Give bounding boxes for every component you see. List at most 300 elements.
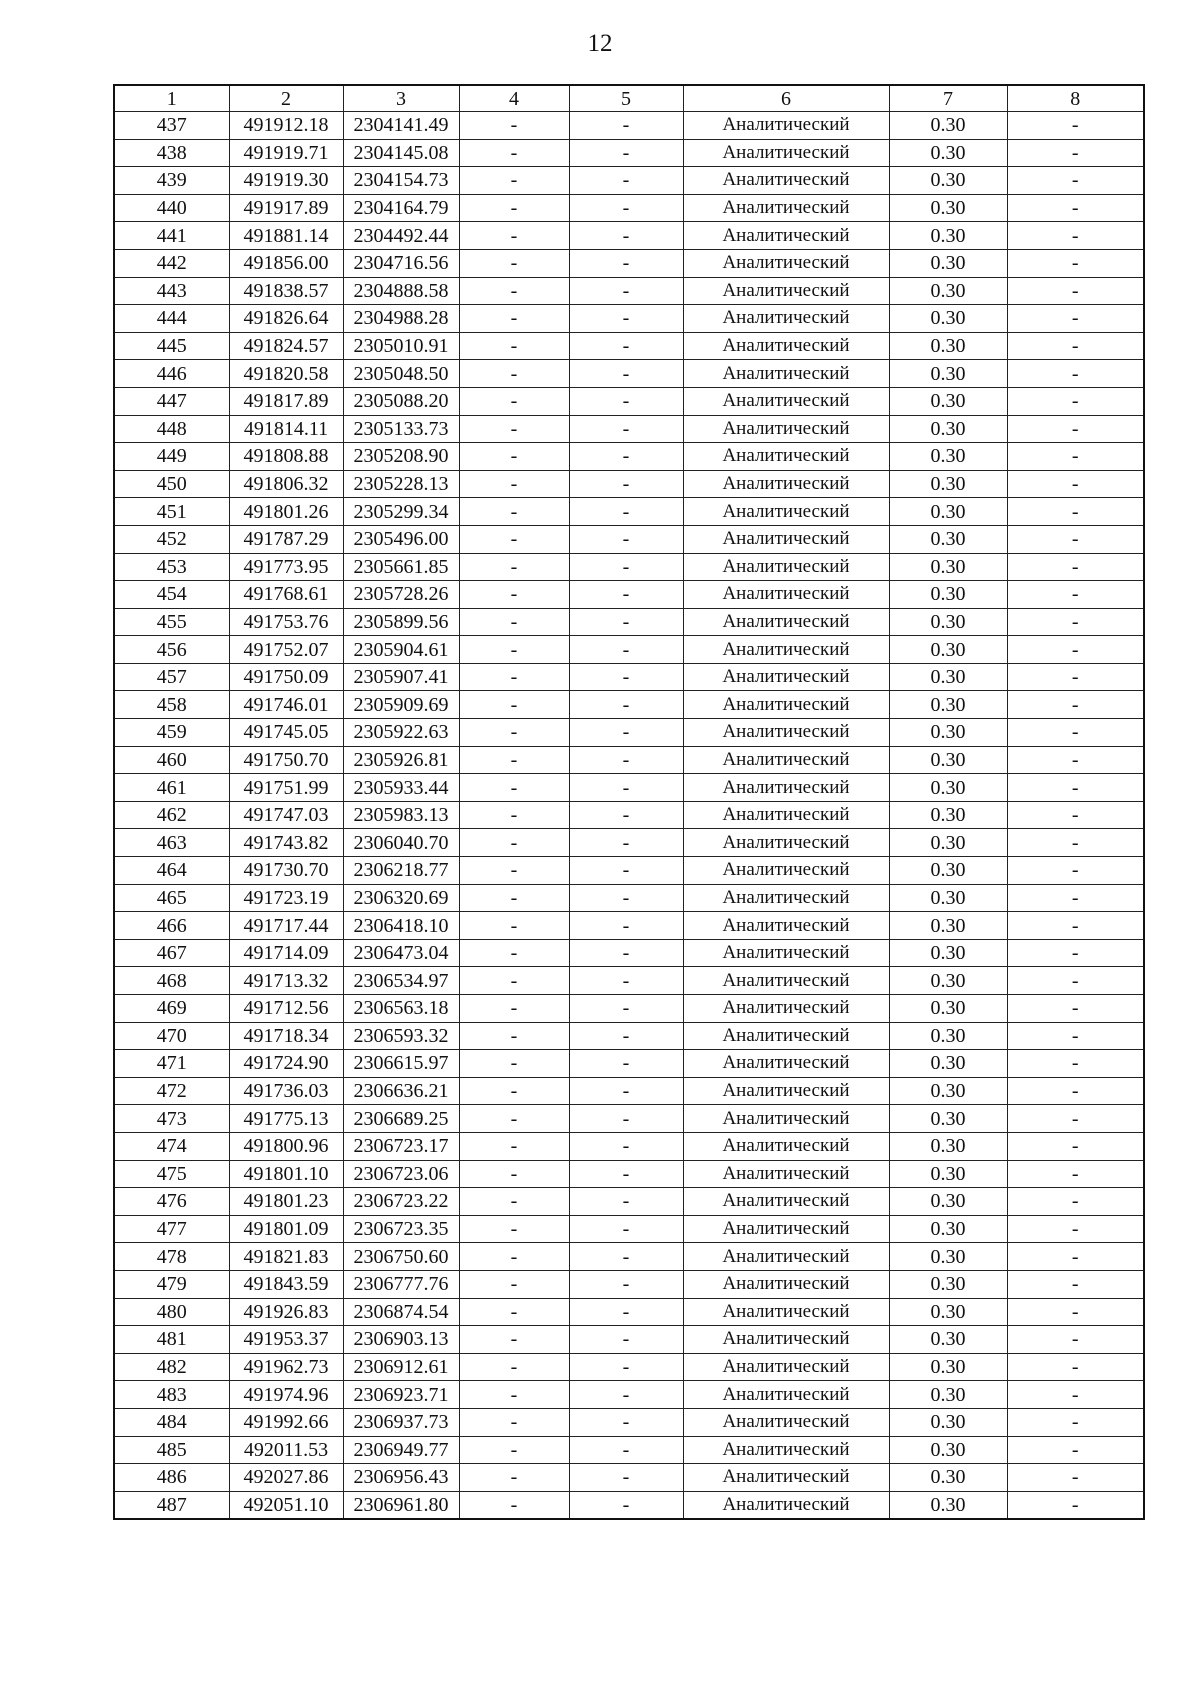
- method-cell: Аналитический: [683, 1491, 889, 1519]
- column-5-cell: -: [569, 884, 683, 912]
- method-cell: Аналитический: [683, 415, 889, 443]
- table-row: [114, 1381, 1144, 1409]
- accuracy-cell: 0.30: [889, 581, 1007, 609]
- point-number-cell: 465: [114, 884, 229, 912]
- x-coordinate-cell: 491808.88: [229, 443, 343, 471]
- header-row: [114, 85, 1144, 112]
- column-4-cell: -: [459, 857, 569, 885]
- method-cell: Аналитический: [683, 1132, 889, 1160]
- table-row: [114, 967, 1144, 995]
- accuracy-cell: 0.30: [889, 995, 1007, 1023]
- point-number-cell: 444: [114, 305, 229, 333]
- x-coordinate-cell: 491747.03: [229, 801, 343, 829]
- column-8-cell: -: [1007, 222, 1144, 250]
- column-4-cell: -: [459, 636, 569, 664]
- table-row: [114, 1353, 1144, 1381]
- column-5-cell: -: [569, 691, 683, 719]
- column-5-cell: -: [569, 222, 683, 250]
- point-number-cell: 476: [114, 1188, 229, 1216]
- point-number-cell: 443: [114, 277, 229, 305]
- column-8-cell: -: [1007, 277, 1144, 305]
- table-row: [114, 884, 1144, 912]
- point-number-cell: 479: [114, 1270, 229, 1298]
- x-coordinate-cell: 491919.30: [229, 167, 343, 195]
- y-coordinate-cell: 2305133.73: [343, 415, 459, 443]
- method-cell: Аналитический: [683, 857, 889, 885]
- y-coordinate-cell: 2306949.77: [343, 1436, 459, 1464]
- table-row: [114, 1464, 1144, 1492]
- column-4-cell: -: [459, 995, 569, 1023]
- accuracy-cell: 0.30: [889, 1464, 1007, 1492]
- x-coordinate-cell: 491736.03: [229, 1077, 343, 1105]
- column-8-cell: -: [1007, 912, 1144, 940]
- x-coordinate-cell: 491962.73: [229, 1353, 343, 1381]
- y-coordinate-cell: 2306320.69: [343, 884, 459, 912]
- column-5-cell: -: [569, 1270, 683, 1298]
- column-5-cell: -: [569, 967, 683, 995]
- point-number-cell: 467: [114, 939, 229, 967]
- column-5-cell: -: [569, 194, 683, 222]
- column-8-cell: -: [1007, 939, 1144, 967]
- x-coordinate-cell: 491714.09: [229, 939, 343, 967]
- point-number-cell: 457: [114, 663, 229, 691]
- table-row: [114, 581, 1144, 609]
- table-row: [114, 1105, 1144, 1133]
- point-number-cell: 470: [114, 1022, 229, 1050]
- column-8-cell: -: [1007, 1105, 1144, 1133]
- column-5-cell: -: [569, 1132, 683, 1160]
- x-coordinate-cell: 491723.19: [229, 884, 343, 912]
- table-row: [114, 194, 1144, 222]
- column-8-cell: -: [1007, 249, 1144, 277]
- point-number-cell: 471: [114, 1050, 229, 1078]
- accuracy-cell: 0.30: [889, 746, 1007, 774]
- accuracy-cell: 0.30: [889, 857, 1007, 885]
- accuracy-cell: 0.30: [889, 774, 1007, 802]
- column-4-cell: -: [459, 1243, 569, 1271]
- accuracy-cell: 0.30: [889, 1050, 1007, 1078]
- column-8-cell: -: [1007, 1270, 1144, 1298]
- accuracy-cell: 0.30: [889, 1160, 1007, 1188]
- column-4-cell: -: [459, 305, 569, 333]
- point-number-cell: 485: [114, 1436, 229, 1464]
- x-coordinate-cell: 491826.64: [229, 305, 343, 333]
- x-coordinate-cell: 491912.18: [229, 112, 343, 140]
- column-8-cell: -: [1007, 1188, 1144, 1216]
- method-cell: Аналитический: [683, 1243, 889, 1271]
- column-5-cell: -: [569, 719, 683, 747]
- point-number-cell: 477: [114, 1215, 229, 1243]
- table-row: [114, 387, 1144, 415]
- accuracy-cell: 0.30: [889, 1215, 1007, 1243]
- method-cell: Аналитический: [683, 581, 889, 609]
- column-4-cell: -: [459, 249, 569, 277]
- point-number-cell: 461: [114, 774, 229, 802]
- accuracy-cell: 0.30: [889, 139, 1007, 167]
- column-4-cell: -: [459, 1160, 569, 1188]
- method-cell: Аналитический: [683, 387, 889, 415]
- accuracy-cell: 0.30: [889, 1270, 1007, 1298]
- method-cell: Аналитический: [683, 1160, 889, 1188]
- column-4-cell: -: [459, 443, 569, 471]
- x-coordinate-cell: 491917.89: [229, 194, 343, 222]
- column-5-cell: -: [569, 1188, 683, 1216]
- x-coordinate-cell: 491926.83: [229, 1298, 343, 1326]
- method-cell: Аналитический: [683, 443, 889, 471]
- column-4-cell: -: [459, 1022, 569, 1050]
- column-4-cell: -: [459, 222, 569, 250]
- point-number-cell: 468: [114, 967, 229, 995]
- column-5-cell: -: [569, 1160, 683, 1188]
- point-number-cell: 448: [114, 415, 229, 443]
- method-cell: Аналитический: [683, 884, 889, 912]
- column-5-cell: -: [569, 636, 683, 664]
- y-coordinate-cell: 2306923.71: [343, 1381, 459, 1409]
- table-row: [114, 1022, 1144, 1050]
- table-row: [114, 1077, 1144, 1105]
- table-row: [114, 691, 1144, 719]
- column-header-4: 4: [459, 85, 569, 112]
- accuracy-cell: 0.30: [889, 1326, 1007, 1354]
- column-4-cell: -: [459, 498, 569, 526]
- column-8-cell: -: [1007, 1353, 1144, 1381]
- column-8-cell: -: [1007, 1381, 1144, 1409]
- method-cell: Аналитический: [683, 360, 889, 388]
- column-8-cell: -: [1007, 498, 1144, 526]
- y-coordinate-cell: 2304888.58: [343, 277, 459, 305]
- column-5-cell: -: [569, 360, 683, 388]
- column-4-cell: -: [459, 967, 569, 995]
- method-cell: Аналитический: [683, 277, 889, 305]
- point-number-cell: 486: [114, 1464, 229, 1492]
- column-5-cell: -: [569, 249, 683, 277]
- x-coordinate-cell: 491751.99: [229, 774, 343, 802]
- accuracy-cell: 0.30: [889, 691, 1007, 719]
- point-number-cell: 458: [114, 691, 229, 719]
- accuracy-cell: 0.30: [889, 1491, 1007, 1519]
- y-coordinate-cell: 2305048.50: [343, 360, 459, 388]
- accuracy-cell: 0.30: [889, 305, 1007, 333]
- method-cell: Аналитический: [683, 829, 889, 857]
- accuracy-cell: 0.30: [889, 801, 1007, 829]
- method-cell: Аналитический: [683, 1436, 889, 1464]
- column-4-cell: -: [459, 1077, 569, 1105]
- y-coordinate-cell: 2306218.77: [343, 857, 459, 885]
- y-coordinate-cell: 2305926.81: [343, 746, 459, 774]
- column-4-cell: -: [459, 332, 569, 360]
- column-8-cell: -: [1007, 1050, 1144, 1078]
- table-row: [114, 553, 1144, 581]
- column-5-cell: -: [569, 1436, 683, 1464]
- point-number-cell: 487: [114, 1491, 229, 1519]
- column-8-cell: -: [1007, 1077, 1144, 1105]
- column-4-cell: -: [459, 1464, 569, 1492]
- y-coordinate-cell: 2306615.97: [343, 1050, 459, 1078]
- point-number-cell: 455: [114, 608, 229, 636]
- column-5-cell: -: [569, 1077, 683, 1105]
- accuracy-cell: 0.30: [889, 829, 1007, 857]
- column-8-cell: -: [1007, 691, 1144, 719]
- column-4-cell: -: [459, 939, 569, 967]
- column-4-cell: -: [459, 1491, 569, 1519]
- table-row: [114, 857, 1144, 885]
- point-number-cell: 460: [114, 746, 229, 774]
- y-coordinate-cell: 2304716.56: [343, 249, 459, 277]
- method-cell: Аналитический: [683, 691, 889, 719]
- accuracy-cell: 0.30: [889, 1381, 1007, 1409]
- column-4-cell: -: [459, 581, 569, 609]
- x-coordinate-cell: 491817.89: [229, 387, 343, 415]
- y-coordinate-cell: 2305728.26: [343, 581, 459, 609]
- method-cell: Аналитический: [683, 967, 889, 995]
- table-row: [114, 305, 1144, 333]
- column-8-cell: -: [1007, 443, 1144, 471]
- table-row: [114, 139, 1144, 167]
- column-8-cell: -: [1007, 1215, 1144, 1243]
- column-4-cell: -: [459, 415, 569, 443]
- table-row: [114, 415, 1144, 443]
- method-cell: Аналитический: [683, 1077, 889, 1105]
- column-8-cell: -: [1007, 1408, 1144, 1436]
- x-coordinate-cell: 491745.05: [229, 719, 343, 747]
- column-8-cell: -: [1007, 525, 1144, 553]
- table-row: [114, 746, 1144, 774]
- point-number-cell: 453: [114, 553, 229, 581]
- column-4-cell: -: [459, 1326, 569, 1354]
- y-coordinate-cell: 2306723.35: [343, 1215, 459, 1243]
- column-5-cell: -: [569, 1408, 683, 1436]
- column-4-cell: -: [459, 470, 569, 498]
- method-cell: Аналитический: [683, 1408, 889, 1436]
- point-number-cell: 474: [114, 1132, 229, 1160]
- column-4-cell: -: [459, 525, 569, 553]
- accuracy-cell: 0.30: [889, 249, 1007, 277]
- y-coordinate-cell: 2306723.22: [343, 1188, 459, 1216]
- x-coordinate-cell: 492011.53: [229, 1436, 343, 1464]
- table-row: [114, 470, 1144, 498]
- y-coordinate-cell: 2305661.85: [343, 553, 459, 581]
- y-coordinate-cell: 2306723.06: [343, 1160, 459, 1188]
- y-coordinate-cell: 2305299.34: [343, 498, 459, 526]
- x-coordinate-cell: 491724.90: [229, 1050, 343, 1078]
- table-row: [114, 608, 1144, 636]
- table-row: [114, 719, 1144, 747]
- column-8-cell: -: [1007, 774, 1144, 802]
- point-number-cell: 482: [114, 1353, 229, 1381]
- column-8-cell: -: [1007, 1160, 1144, 1188]
- column-4-cell: -: [459, 912, 569, 940]
- column-4-cell: -: [459, 801, 569, 829]
- column-5-cell: -: [569, 470, 683, 498]
- column-5-cell: -: [569, 1105, 683, 1133]
- x-coordinate-cell: 491746.01: [229, 691, 343, 719]
- x-coordinate-cell: 491750.09: [229, 663, 343, 691]
- point-number-cell: 454: [114, 581, 229, 609]
- column-4-cell: -: [459, 1050, 569, 1078]
- x-coordinate-cell: 491775.13: [229, 1105, 343, 1133]
- y-coordinate-cell: 2305899.56: [343, 608, 459, 636]
- x-coordinate-cell: 491881.14: [229, 222, 343, 250]
- method-cell: Аналитический: [683, 636, 889, 664]
- x-coordinate-cell: 491743.82: [229, 829, 343, 857]
- accuracy-cell: 0.30: [889, 332, 1007, 360]
- x-coordinate-cell: 491814.11: [229, 415, 343, 443]
- column-5-cell: -: [569, 801, 683, 829]
- x-coordinate-cell: 491821.83: [229, 1243, 343, 1271]
- column-4-cell: -: [459, 112, 569, 140]
- point-number-cell: 445: [114, 332, 229, 360]
- accuracy-cell: 0.30: [889, 498, 1007, 526]
- x-coordinate-cell: 491787.29: [229, 525, 343, 553]
- column-5-cell: -: [569, 443, 683, 471]
- column-4-cell: -: [459, 746, 569, 774]
- table-row: [114, 277, 1144, 305]
- x-coordinate-cell: 491801.26: [229, 498, 343, 526]
- column-4-cell: -: [459, 1188, 569, 1216]
- column-5-cell: -: [569, 1243, 683, 1271]
- table-row: [114, 112, 1144, 140]
- column-5-cell: -: [569, 167, 683, 195]
- method-cell: Аналитический: [683, 1270, 889, 1298]
- column-8-cell: -: [1007, 995, 1144, 1023]
- method-cell: Аналитический: [683, 1298, 889, 1326]
- accuracy-cell: 0.30: [889, 222, 1007, 250]
- accuracy-cell: 0.30: [889, 719, 1007, 747]
- accuracy-cell: 0.30: [889, 608, 1007, 636]
- column-4-cell: -: [459, 194, 569, 222]
- table-body: [114, 112, 1144, 1520]
- column-8-cell: -: [1007, 1243, 1144, 1271]
- table-row: [114, 1298, 1144, 1326]
- y-coordinate-cell: 2305933.44: [343, 774, 459, 802]
- y-coordinate-cell: 2305496.00: [343, 525, 459, 553]
- column-8-cell: -: [1007, 746, 1144, 774]
- y-coordinate-cell: 2306689.25: [343, 1105, 459, 1133]
- x-coordinate-cell: 491856.00: [229, 249, 343, 277]
- y-coordinate-cell: 2306956.43: [343, 1464, 459, 1492]
- column-8-cell: -: [1007, 801, 1144, 829]
- y-coordinate-cell: 2304141.49: [343, 112, 459, 140]
- accuracy-cell: 0.30: [889, 470, 1007, 498]
- x-coordinate-cell: 491824.57: [229, 332, 343, 360]
- method-cell: Аналитический: [683, 1022, 889, 1050]
- x-coordinate-cell: 491773.95: [229, 553, 343, 581]
- accuracy-cell: 0.30: [889, 967, 1007, 995]
- accuracy-cell: 0.30: [889, 884, 1007, 912]
- y-coordinate-cell: 2304988.28: [343, 305, 459, 333]
- x-coordinate-cell: 491992.66: [229, 1408, 343, 1436]
- method-cell: Аналитический: [683, 222, 889, 250]
- method-cell: Аналитический: [683, 1326, 889, 1354]
- column-8-cell: -: [1007, 332, 1144, 360]
- point-number-cell: 438: [114, 139, 229, 167]
- accuracy-cell: 0.30: [889, 112, 1007, 140]
- point-number-cell: 442: [114, 249, 229, 277]
- y-coordinate-cell: 2305208.90: [343, 443, 459, 471]
- point-number-cell: 464: [114, 857, 229, 885]
- column-5-cell: -: [569, 1326, 683, 1354]
- column-5-cell: -: [569, 1381, 683, 1409]
- y-coordinate-cell: 2306937.73: [343, 1408, 459, 1436]
- table-row: [114, 1160, 1144, 1188]
- method-cell: Аналитический: [683, 774, 889, 802]
- table-row: [114, 912, 1144, 940]
- accuracy-cell: 0.30: [889, 1298, 1007, 1326]
- column-4-cell: -: [459, 167, 569, 195]
- column-4-cell: -: [459, 1353, 569, 1381]
- table-row: [114, 1132, 1144, 1160]
- column-8-cell: -: [1007, 470, 1144, 498]
- y-coordinate-cell: 2306750.60: [343, 1243, 459, 1271]
- point-number-cell: 475: [114, 1160, 229, 1188]
- column-5-cell: -: [569, 387, 683, 415]
- accuracy-cell: 0.30: [889, 415, 1007, 443]
- x-coordinate-cell: 491820.58: [229, 360, 343, 388]
- column-4-cell: -: [459, 139, 569, 167]
- y-coordinate-cell: 2306961.80: [343, 1491, 459, 1519]
- column-5-cell: -: [569, 939, 683, 967]
- column-5-cell: -: [569, 746, 683, 774]
- column-5-cell: -: [569, 139, 683, 167]
- column-5-cell: -: [569, 912, 683, 940]
- point-number-cell: 441: [114, 222, 229, 250]
- accuracy-cell: 0.30: [889, 1353, 1007, 1381]
- column-8-cell: -: [1007, 1022, 1144, 1050]
- table-row: [114, 332, 1144, 360]
- point-number-cell: 450: [114, 470, 229, 498]
- table-row: [114, 498, 1144, 526]
- point-number-cell: 437: [114, 112, 229, 140]
- coordinates-table: [113, 84, 1145, 1520]
- point-number-cell: 481: [114, 1326, 229, 1354]
- column-5-cell: -: [569, 663, 683, 691]
- accuracy-cell: 0.30: [889, 387, 1007, 415]
- y-coordinate-cell: 2306903.13: [343, 1326, 459, 1354]
- table-header: [114, 85, 1144, 112]
- column-5-cell: -: [569, 1298, 683, 1326]
- x-coordinate-cell: 491953.37: [229, 1326, 343, 1354]
- method-cell: Аналитический: [683, 167, 889, 195]
- point-number-cell: 439: [114, 167, 229, 195]
- point-number-cell: 472: [114, 1077, 229, 1105]
- column-8-cell: -: [1007, 305, 1144, 333]
- column-5-cell: -: [569, 608, 683, 636]
- accuracy-cell: 0.30: [889, 525, 1007, 553]
- column-5-cell: -: [569, 774, 683, 802]
- table-row: [114, 1326, 1144, 1354]
- table-row: [114, 1243, 1144, 1271]
- column-8-cell: -: [1007, 553, 1144, 581]
- table-row: [114, 939, 1144, 967]
- table-row: [114, 167, 1144, 195]
- accuracy-cell: 0.30: [889, 663, 1007, 691]
- column-8-cell: -: [1007, 415, 1144, 443]
- column-4-cell: -: [459, 360, 569, 388]
- column-5-cell: -: [569, 332, 683, 360]
- table-row: [114, 995, 1144, 1023]
- column-header-8: 8: [1007, 85, 1144, 112]
- column-4-cell: -: [459, 608, 569, 636]
- method-cell: Аналитический: [683, 1381, 889, 1409]
- accuracy-cell: 0.30: [889, 1243, 1007, 1271]
- point-number-cell: 469: [114, 995, 229, 1023]
- point-number-cell: 473: [114, 1105, 229, 1133]
- column-4-cell: -: [459, 663, 569, 691]
- y-coordinate-cell: 2305088.20: [343, 387, 459, 415]
- column-5-cell: -: [569, 995, 683, 1023]
- method-cell: Аналитический: [683, 112, 889, 140]
- x-coordinate-cell: 491712.56: [229, 995, 343, 1023]
